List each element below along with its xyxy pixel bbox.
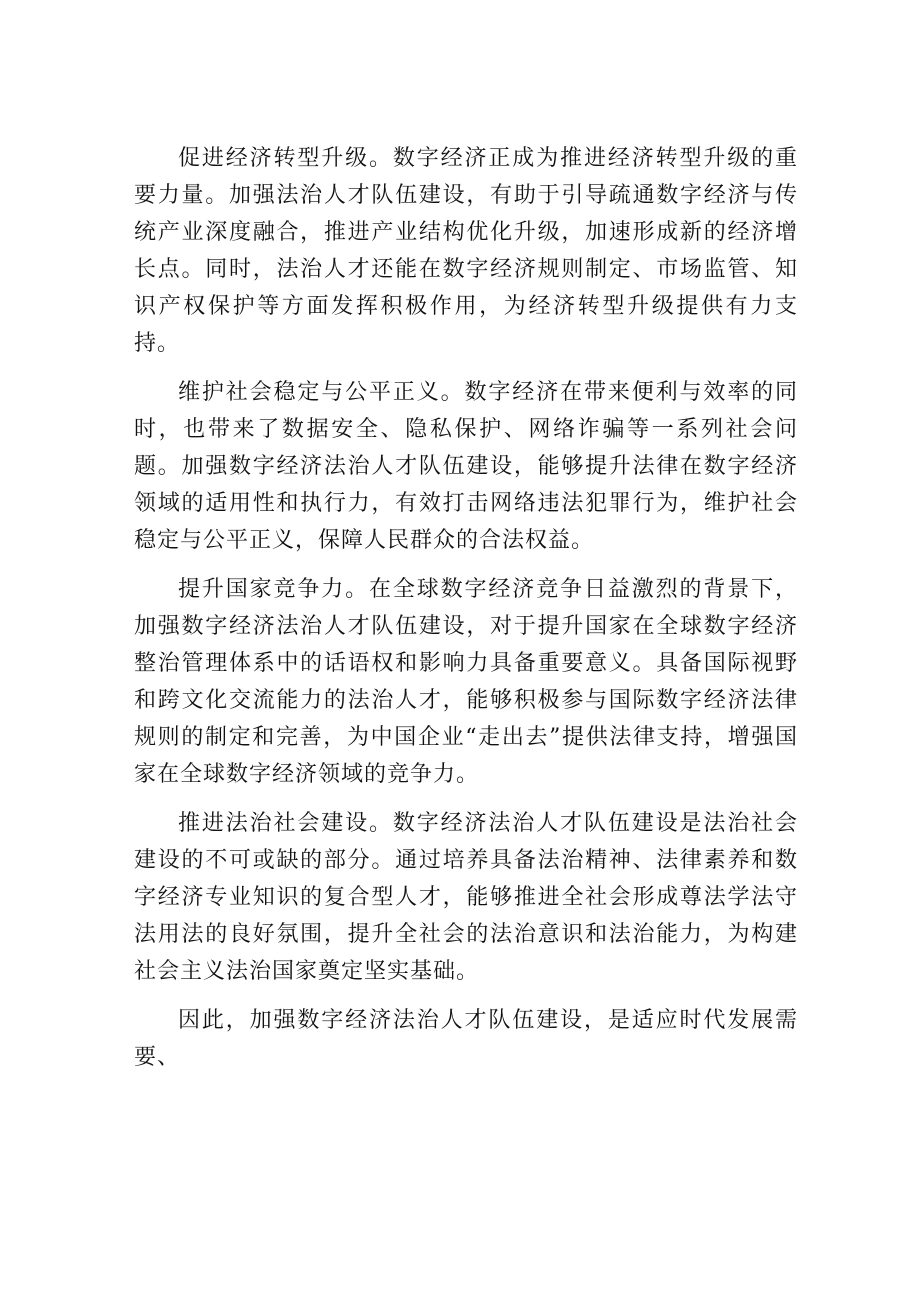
paragraph-conclusion: 因此，加强数字经济法治人才队伍建设，是适应时代发展需要、 xyxy=(134,1008,798,1070)
paragraph-economic-transformation: 促进经济转型升级。数字经济正成为推进经济转型升级的重要力量。加强法治人才队伍建设，有助于引导疏通数字经济与传统产业深度融合，推进产业结构优化升级，加速形成新的经济增长点。同时，法治人才还能在数字经济规则制定、市场监管、知识产权保护等方面发挥积极作用，为经济转型升级提供有力支持。 xyxy=(134,146,798,356)
paragraph-national-competitiveness: 提升国家竞争力。在全球数字经济竞争日益激烈的背景下，加强数字经济法治人才队伍建设，对于提升国家在全球数字经济整治管理体系中的话语权和影响力具备重要意义。具备国际视野和跨文化交流能力的法治人才，能够积极参与国际数字经济法律规则的制定和完善，为中国企业“走出去”提供法律支持，增强国家在全球数字经济领域的竞争力。 xyxy=(134,577,798,787)
document-body xyxy=(134,140,798,1088)
paragraph-rule-of-law-society: 推进法治社会建设。数字经济法治人才队伍建设是法治社会建设的不可或缺的部分。通过培养具备法治精神、法律素养和数字经济专业知识的复合型人才，能够推进全社会形成尊法学法守法用法的良好氛围，提升全社会的法治意识和法治能力，为构建社会主义法治国家奠定坚实基础。 xyxy=(134,811,798,984)
paragraph-social-stability: 维护社会稳定与公平正义。数字经济在带来便利与效率的同时，也带来了数据安全、隐私保护、网络诈骗等一系列社会问题。加强数字经济法治人才队伍建设，能够提升法律在数字经济领域的适用性和执行力，有效打击网络违法犯罪行为，维护社会稳定与公平正义，保障人民群众的合法权益。 xyxy=(134,380,798,553)
